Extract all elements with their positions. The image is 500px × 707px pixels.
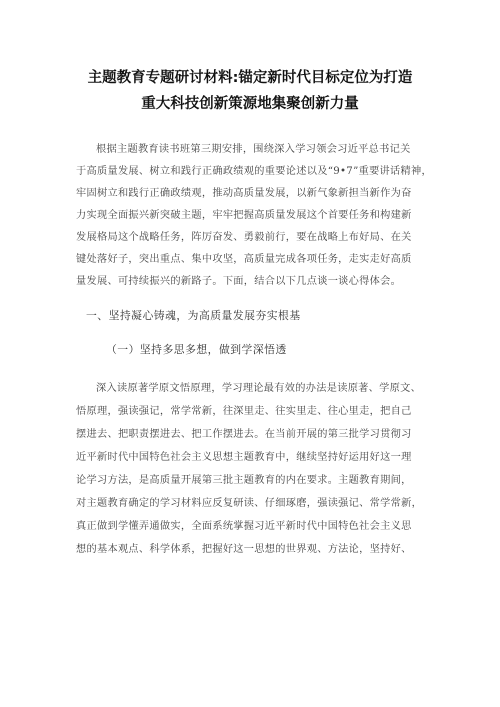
section-body-line-5: 论学习方法，是高质量开展第三批主题教育的内在要求。主题教育期间， (76, 475, 412, 486)
intro-line-1: 根据主题教育读书班第三期安排，围绕深入学习领会习近平总书记关 (96, 144, 411, 155)
section-body-line-4: 近平新时代中国特色社会主义思想主题教育中，继续坚持好运用好这一理 (76, 452, 412, 463)
intro-line-3: 牢固树立和践行正确政绩观，推动高质量发展，以新气象新担当新作为奋 (76, 188, 412, 199)
section-body-line-1: 深入读原著学原文悟原理，学习理论最有效的办法是读原著、学原文、 (96, 383, 422, 394)
intro-line-5: 发展格局这个战略任务，阵厉奋发、勇毅前行，要在战略上布好局、在关 (76, 232, 412, 243)
intro-line-7: 量发展、可持续振兴的新路子。下面，结合以下几点谈一谈心得体会。 (76, 276, 402, 287)
document-title-line-2: 重大科技创新策源地集聚创新力量 (141, 96, 359, 112)
document-title-line-1: 主题教育专题研讨材料:锚定新时代目标定位为打造 (87, 70, 413, 86)
section-body-line-7: 真正做到学懂弄通做实，全面系统掌握习近平新时代中国特色社会主义思 (76, 521, 412, 532)
section-body-line-8: 想的基本观点、科学体系，把握好这一思想的世界观、方法论，坚持好、 (76, 544, 412, 555)
intro-line-2: 于高质量发展、树立和践行正确政绩观的重要论述以及“9•7”重要讲话精神， (76, 166, 432, 177)
intro-line-6: 键处落好子，突出重点、集中攻坚，高质量完成各项任务，走实走好高质 (76, 254, 412, 265)
section-body-line-6: 对主题教育确定的学习材料应反复研读、仔细琢磨，强读强记、常学常新， (76, 498, 423, 509)
section-body-line-2: 悟原理，强读强记，常学常新，往深里走、往实里走、往心里走，把自己 (76, 406, 412, 417)
section-heading-1: 一、坚持凝心铸魂，为高质量发展夯实根基 (86, 309, 301, 322)
subsection-heading-1: （一）坚持多思多想，做到学深悟透 (106, 343, 287, 356)
section-body-line-3: 摆进去、把职责摆进去、把工作摆进去。在当前开展的第三批学习贯彻习 (76, 429, 412, 440)
intro-line-4: 力实现全面振兴新突破主题，牢牢把握高质量发展这个首要任务和构建新 (76, 210, 412, 221)
